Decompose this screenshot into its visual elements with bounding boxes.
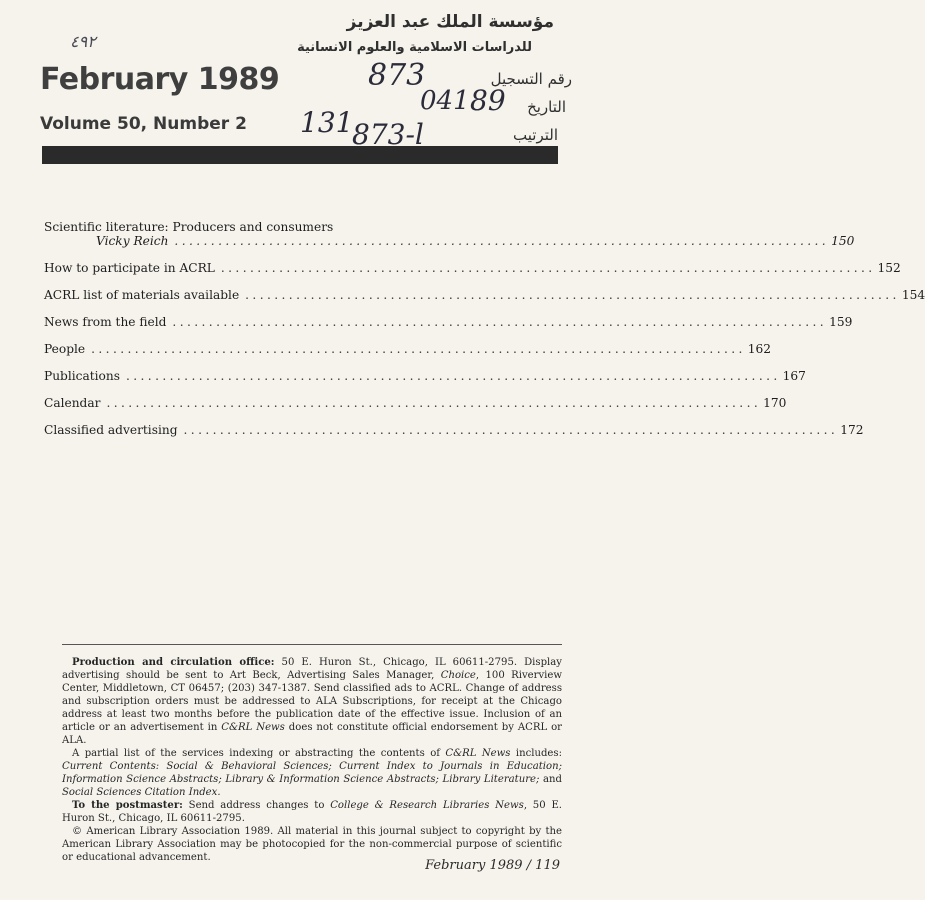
production-text: 50 E. Huron St., Chicago, IL 60611-2795. Display advertising should be sent to Art Beck, Advertising Sales Manager, xyxy=(62,657,562,681)
leader-dots: .......................................................................................... xyxy=(183,423,839,437)
stamp-line: الترتيب xyxy=(513,126,558,144)
toc-entry-title: How to participate in ACRL xyxy=(44,261,215,275)
page-folio: February 1989 / 119 xyxy=(425,858,560,873)
postmaster-text: , 50 E. Huron St., Chicago, IL 60611-2795. xyxy=(62,800,563,824)
indexing-paragraph xyxy=(62,747,562,799)
toc-entry xyxy=(44,369,806,383)
toc-entry-page: 150 xyxy=(831,234,855,248)
header-rule-bar xyxy=(42,146,558,164)
stamp-line: التاريخ xyxy=(527,98,566,116)
toc-entry-title: Calendar xyxy=(44,396,101,410)
leader-dots: .......................................................................................... xyxy=(125,369,781,383)
crl-news-title: C&RL News xyxy=(221,722,285,733)
issue-date-heading: February 1989 xyxy=(40,62,280,97)
toc-entry-title: ACRL list of materials available xyxy=(44,288,240,302)
handwritten-number: 131 xyxy=(300,106,354,139)
table-of-contents xyxy=(44,220,925,437)
copyright-paragraph: © American Library Association 1989. All material in this journal subject to copyright by the American Library Association may be photocopied for the non-commercial purpose of scientific or educational advancement. xyxy=(62,826,562,863)
leader-dots: .......................................................................................... xyxy=(106,396,762,410)
toc-entry-title: Publications xyxy=(44,369,120,383)
toc-entry-page: 172 xyxy=(840,423,864,437)
leader-dots: .......................................................................................... xyxy=(91,342,746,356)
indexing-services-list: Current Contents: Social & Behavioral Sciences; Current Index to Journals in Education; Information Science Abstracts; Library & Information Science Abstracts; Library Literature; xyxy=(62,761,562,785)
indexing-text: includes: xyxy=(510,748,562,759)
postmaster-paragraph xyxy=(62,799,562,825)
toc-entry-title: News from the field xyxy=(44,315,167,329)
handwritten-number: 89 xyxy=(470,84,506,117)
toc-entry xyxy=(44,315,853,329)
production-paragraph xyxy=(62,656,562,747)
production-text: does not constitute official endorsement by ACRL or ALA. xyxy=(62,722,562,746)
toc-entry-page: 159 xyxy=(829,315,853,329)
toc-entry-page: 170 xyxy=(763,396,787,410)
volume-number: Volume 50, Number 2 xyxy=(40,114,247,134)
toc-entry xyxy=(44,396,787,410)
postmaster-text: Send address changes to xyxy=(182,800,331,811)
leader-dots: .......................................................................................... xyxy=(220,261,876,275)
toc-entry-page: 167 xyxy=(782,369,806,383)
toc-entry-page: 162 xyxy=(747,342,772,356)
toc-entry xyxy=(44,423,864,437)
indexing-text: and xyxy=(539,774,562,785)
journal-title: College & Research Libraries News xyxy=(330,800,524,811)
handwritten-number: 873 xyxy=(368,58,426,93)
choice-title: Choice xyxy=(440,670,476,681)
crl-news-title: C&RL News xyxy=(445,748,511,759)
toc-entry xyxy=(44,261,901,275)
toc-entry-author: Vicky Reich xyxy=(96,234,169,248)
handwritten-number: 041 xyxy=(420,86,470,116)
footer-divider xyxy=(62,644,562,645)
leader-dots: .......................................................................................... xyxy=(174,234,830,248)
production-text: , 100 Riverview Center, Middletown, CT 06457; (203) 347-1387. Send classified ads to ACRL. Change of address and subscription orders must be addressed to ALA Subscriptions, for receipt at the Chicago address at least two months before the publication date of the effective issue. Inclusion of an article or an advertisement in xyxy=(62,670,563,733)
toc-entry xyxy=(44,288,925,302)
toc-entry-page: 154 xyxy=(901,288,925,302)
indexing-service: Social Sciences Citation Index. xyxy=(62,787,221,798)
toc-entry xyxy=(44,342,772,356)
handwritten-number: 873-l xyxy=(352,118,424,151)
toc-entry-title: Classified advertising xyxy=(44,423,178,437)
toc-entry xyxy=(44,220,855,248)
handwritten-note-top-left: ٤٩٢ xyxy=(70,32,96,51)
production-label: Production and circulation office: xyxy=(72,657,275,668)
publication-info xyxy=(62,656,562,864)
toc-entry-title: Scientific literature: Producers and consumers xyxy=(44,220,334,234)
stamp-line: للدراسات الاسلامية والعلوم الانسانية xyxy=(297,40,532,55)
stamp-line: مؤسسة الملك عبد العزيز xyxy=(346,12,554,32)
indexing-text: A partial list of the services indexing or abstracting the contents of xyxy=(72,748,446,759)
toc-entry-title: People xyxy=(44,342,86,356)
leader-dots: .......................................................................................... xyxy=(172,315,828,329)
toc-entry-page: 152 xyxy=(877,261,901,275)
leader-dots: .......................................................................................... xyxy=(245,288,900,302)
stamp-line: رقم التسجيل xyxy=(490,70,572,88)
postmaster-label: To the postmaster: xyxy=(72,800,183,811)
